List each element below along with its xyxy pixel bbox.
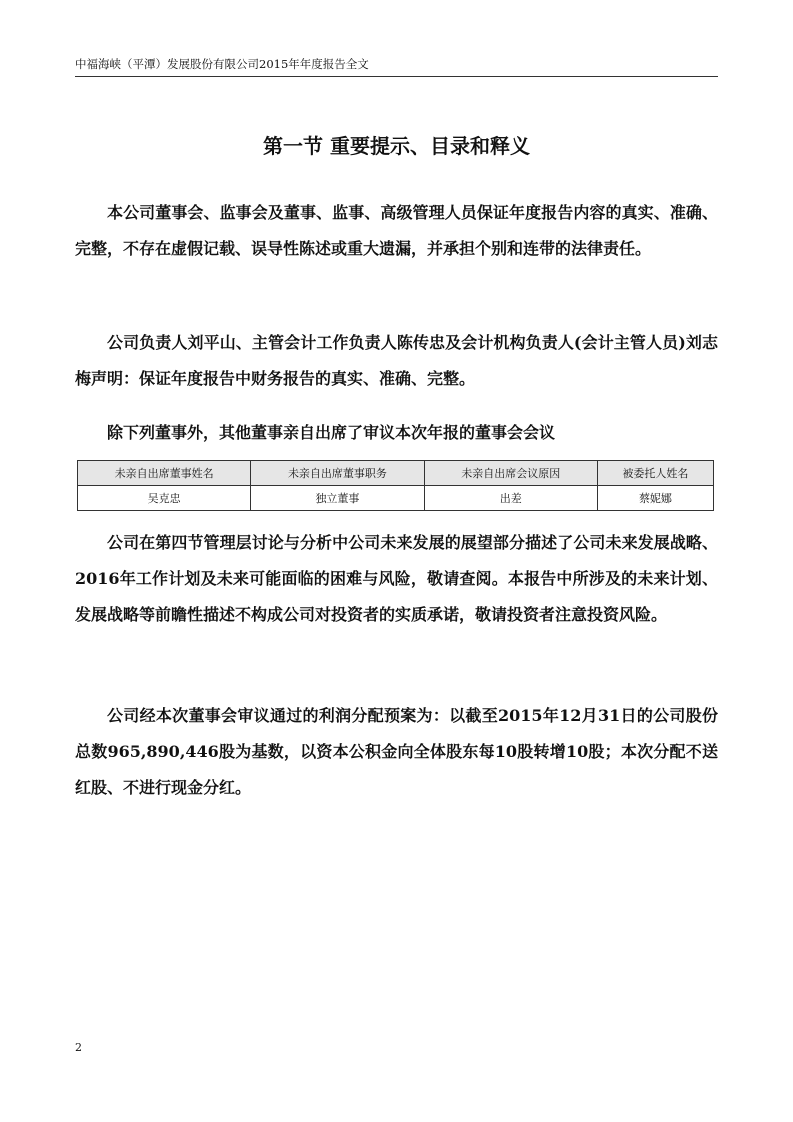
table-cell: 吴克忠 [78, 486, 251, 511]
header-divider [75, 76, 718, 77]
table-cell: 蔡妮娜 [597, 486, 713, 511]
table-header-cell: 未亲自出席董事姓名 [78, 461, 251, 486]
table-header-cell: 被委托人姓名 [597, 461, 713, 486]
section-title: 第一节 重要提示、目录和释义 [263, 134, 530, 158]
table-cell: 独立董事 [251, 486, 424, 511]
table-header-row [78, 461, 714, 486]
table-header-cell: 未亲自出席会议原因 [424, 461, 597, 486]
table-cell: 出差 [424, 486, 597, 511]
paragraph-responsibility-statement: 本公司董事会、监事会及董事、监事、高级管理人员保证年度报告内容的真实、准确、完整，不存在虚假记载、误导性陈述或重大遗漏，并承担个别和连带的法律责任。 [75, 203, 718, 258]
running-header: 中福海峡（平潭）发展股份有限公司2015年年度报告全文 [75, 57, 369, 71]
paragraph-financial-declaration: 公司负责人刘平山、主管会计工作负责人陈传忠及会计机构负责人(会计主管人员)刘志梅声明：保证年度报告中财务报告的真实、准确、完整。 [75, 333, 718, 388]
paragraph-profit-distribution: 公司经本次董事会审议通过的利润分配预案为：以截至2015年12月31日的公司股份总数965,890,446股为基数，以资本公积金向全体股东每10股转增10股；本次分配不送红股、不进行现金分红。 [75, 706, 718, 797]
page-number: 2 [75, 1041, 82, 1054]
table-header-cell: 未亲自出席董事职务 [251, 461, 424, 486]
absent-directors-table [77, 460, 714, 511]
table-row [78, 486, 714, 511]
paragraph-director-attendance: 除下列董事外，其他董事亲自出席了审议本次年报的董事会会议 [107, 423, 556, 442]
paragraph-forward-looking-disclaimer: 公司在第四节管理层讨论与分析中公司未来发展的展望部分描述了公司未来发展战略、2016年工作计划及未来可能面临的困难与风险，敬请查阅。本报告中所涉及的未来计划、发展战略等前瞻性描述不构成公司对投资者的实质承诺，敬请投资者注意投资风险。 [75, 533, 718, 624]
